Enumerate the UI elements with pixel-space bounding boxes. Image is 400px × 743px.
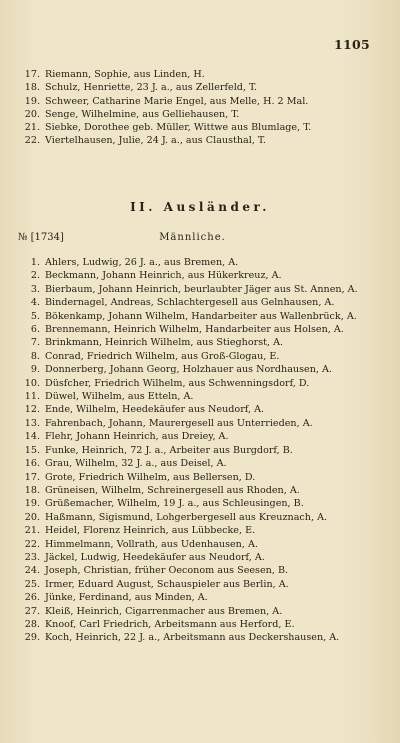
- entry-number: 20.: [24, 108, 40, 120]
- list-item: [18, 564, 380, 577]
- main-entry-list: [18, 256, 380, 645]
- entry-text: Funke, Heinrich, 72 J. a., Arbeiter aus Burgdorf, B.: [45, 444, 293, 456]
- section-title: II. Ausländer.: [130, 200, 270, 214]
- entry-number: 16.: [24, 458, 40, 470]
- list-item: [18, 363, 380, 376]
- list-item: [18, 323, 380, 336]
- entry-text: Koch, Heinrich, 22 J. a., Arbeitsmann aus Deckershausen, A.: [45, 632, 340, 644]
- entry-text: Haßmann, Sigismund, Lohgerbergesell aus Kreuznach, A.: [45, 511, 328, 523]
- entry-number: 12.: [24, 404, 40, 416]
- entry-number: 28.: [24, 618, 40, 630]
- list-item: [18, 551, 380, 564]
- list-item: [18, 283, 380, 296]
- entry-text: Knoof, Carl Friedrich, Arbeitsmann aus Herford, E.: [45, 618, 295, 630]
- entry-text: Jäckel, Ludwig, Heedekäufer aus Neudorf, A.: [45, 551, 265, 563]
- entry-number: 25.: [24, 578, 40, 590]
- page-number: 1105: [334, 37, 370, 52]
- top-entry-list: [18, 68, 378, 148]
- entry-number: 23.: [24, 551, 40, 563]
- entry-text: Grau, Wilhelm, 32 J. a., aus Deisel, A.: [45, 458, 227, 470]
- entry-number: 6.: [30, 324, 40, 336]
- entry-number: 14.: [24, 431, 40, 443]
- entry-text: Donnerberg, Johann Georg, Holzhauer aus Nordhausen, A.: [45, 364, 332, 376]
- entry-text: Düsfcher, Friedrich Wilhelm, aus Schwenningsdorf, D.: [45, 377, 310, 389]
- reference-number: № [1734]: [18, 232, 64, 243]
- list-item: [18, 618, 380, 631]
- list-item: [18, 497, 380, 510]
- entry-number: 10.: [24, 377, 40, 389]
- entry-text: Himmelmann, Vollrath, aus Udenhausen, A.: [45, 538, 258, 550]
- entry-text: Ahlers, Ludwig, 26 J. a., aus Bremen, A.: [45, 257, 239, 268]
- list-item: [18, 417, 380, 430]
- list-item: [18, 108, 378, 121]
- entry-number: 17.: [24, 471, 40, 483]
- entry-text: Brennemann, Heinrich Wilhelm, Handarbeiter aus Holsen, A.: [45, 324, 344, 336]
- entry-number: 4.: [30, 297, 40, 309]
- subheading: Männliche.: [159, 232, 226, 243]
- list-item: [18, 578, 380, 591]
- entry-text: Schulz, Henriette, 23 J. a., aus Zellerfeld, T.: [45, 82, 258, 94]
- list-item: [18, 444, 380, 457]
- entry-text: Flehr, Johann Heinrich, aus Dreiey, A.: [45, 431, 229, 443]
- list-item: [18, 403, 380, 416]
- list-item: [18, 256, 380, 269]
- entry-text: Conrad, Friedrich Wilhelm, aus Groß-Glogau, E.: [45, 350, 280, 362]
- entry-number: 24.: [24, 565, 40, 577]
- list-item: [18, 310, 380, 323]
- entry-number: 13.: [24, 417, 40, 429]
- entry-number: 8.: [30, 350, 40, 362]
- entry-text: Grüßemacher, Wilhelm, 19 J. a., aus Schleusingen, B.: [45, 498, 304, 510]
- entry-number: 1.: [30, 257, 40, 268]
- entry-number: 18.: [24, 484, 40, 496]
- list-item: [18, 484, 380, 497]
- entry-text: Irmer, Eduard August, Schauspieler aus Berlin, A.: [45, 578, 289, 590]
- entry-number: 18.: [24, 82, 40, 94]
- entry-text: Ende, Wilhelm, Heedekäufer aus Neudorf, A.: [45, 404, 265, 416]
- list-item: [18, 631, 380, 644]
- entry-number: 11.: [24, 391, 40, 403]
- list-item: [18, 269, 380, 282]
- list-item: [18, 95, 378, 108]
- entry-text: Brinkmann, Heinrich Wilhelm, aus Stieghorst, A.: [45, 337, 284, 349]
- entry-text: Heidel, Florenz Heinrich, aus Lübbecke, E.: [45, 525, 256, 537]
- list-item: [18, 68, 378, 81]
- entry-text: Bökenkamp, Johann Wilhelm, Handarbeiter aus Wallenbrück, A.: [45, 310, 357, 322]
- entry-text: Grüneisen, Wilhelm, Schreinergesell aus Rhoden, A.: [45, 484, 300, 496]
- entry-text: Grote, Friedrich Wilhelm, aus Bellersen, D.: [45, 471, 256, 483]
- list-item: [18, 121, 378, 134]
- entry-text: Riemann, Sophie, aus Linden, H.: [45, 69, 205, 80]
- entry-number: 17.: [24, 69, 40, 80]
- list-item: [18, 457, 380, 470]
- entry-number: 3.: [30, 283, 40, 295]
- entry-number: 22.: [24, 135, 40, 147]
- entry-text: Viertelhausen, Julie, 24 J. a., aus Clausthal, T.: [45, 135, 266, 147]
- entry-number: 19.: [24, 498, 40, 510]
- entry-number: 9.: [30, 364, 40, 376]
- entry-number: 7.: [30, 337, 40, 349]
- entry-number: 27.: [24, 605, 40, 617]
- entry-number: 20.: [24, 511, 40, 523]
- entry-text: Beckmann, Johann Heinrich, aus Hükerkreuz, A.: [45, 270, 282, 282]
- list-item: [18, 605, 380, 618]
- entry-number: 29.: [24, 632, 40, 644]
- entry-text: Jünke, Ferdinand, aus Minden, A.: [45, 592, 208, 604]
- entry-number: 21.: [24, 525, 40, 537]
- list-item: [18, 336, 380, 349]
- entry-text: Kleiß, Heinrich, Cigarrenmacher aus Bremen, A.: [45, 605, 283, 617]
- entry-text: Joseph, Christian, früher Oeconom aus Seesen, B.: [45, 565, 289, 577]
- list-item: [18, 471, 380, 484]
- list-item: [18, 524, 380, 537]
- entry-number: 21.: [24, 122, 40, 134]
- entry-number: 15.: [24, 444, 40, 456]
- list-item: [18, 81, 378, 94]
- list-item: [18, 134, 378, 147]
- entry-number: 5.: [30, 310, 40, 322]
- entry-text: Fahrenbach, Johann, Maurergesell aus Unterrieden, A.: [45, 417, 313, 429]
- list-item: [18, 350, 380, 363]
- entry-text: Bierbaum, Johann Heinrich, beurlaubter Jäger aus St. Annen, A.: [45, 283, 358, 295]
- list-item: [18, 430, 380, 443]
- entry-number: 2.: [30, 270, 40, 282]
- subheading-row: [18, 232, 378, 243]
- list-item: [18, 390, 380, 403]
- entry-text: Senge, Wilhelmine, aus Gelliehausen, T.: [45, 108, 240, 120]
- entry-text: Düwel, Wilhelm, aus Etteln, A.: [45, 391, 194, 403]
- list-item: [18, 538, 380, 551]
- entry-number: 22.: [24, 538, 40, 550]
- list-item: [18, 377, 380, 390]
- list-item: [18, 296, 380, 309]
- list-item: [18, 511, 380, 524]
- entry-text: Schweer, Catharine Marie Engel, aus Melle, H. 2 Mal.: [45, 95, 309, 107]
- list-item: [18, 591, 380, 604]
- entry-text: Bindernagel, Andreas, Schlachtergesell aus Gelnhausen, A.: [45, 297, 335, 309]
- entry-text: Siebke, Dorothee geb. Müller, Wittwe aus Blumlage, T.: [45, 122, 312, 134]
- entry-number: 19.: [24, 95, 40, 107]
- entry-number: 26.: [24, 592, 40, 604]
